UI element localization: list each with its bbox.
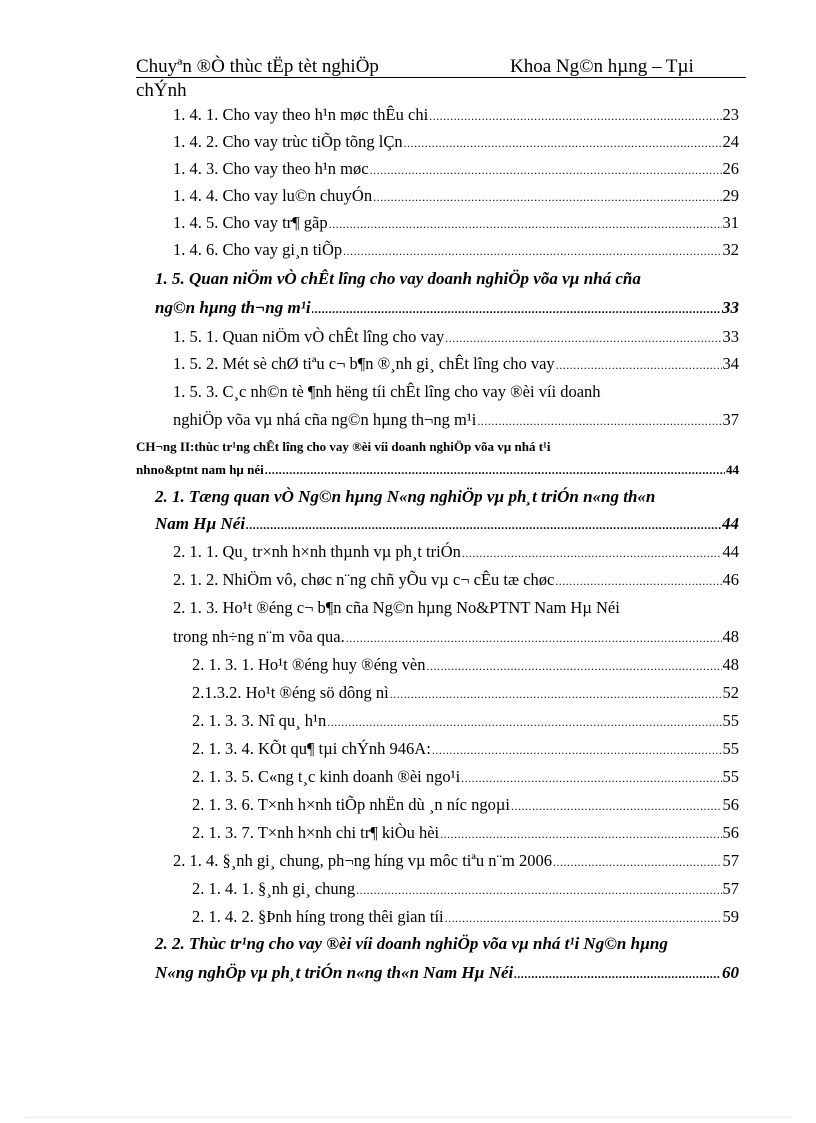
toc-entry: [173, 570, 739, 590]
toc-leader-dots: [427, 659, 722, 674]
toc-page-number: 44: [722, 514, 739, 533]
toc-page-number: 55: [722, 767, 739, 786]
toc-entry: [173, 159, 739, 179]
toc-page-number: 52: [722, 683, 739, 702]
toc-page-number: 23: [722, 105, 739, 124]
toc-leader-dots: [356, 883, 721, 898]
toc-leader-dots: [429, 109, 721, 124]
toc-entry-title: 2. 1. 3. 3. Nî qu¸ h¹n: [192, 711, 327, 730]
toc-entry: [173, 851, 739, 871]
toc-page-number: 34: [722, 354, 739, 373]
toc-leader-dots: [556, 358, 722, 373]
toc-entry: [192, 767, 739, 787]
toc-entry: [173, 410, 739, 430]
toc-entry-title: 2. 1. 3. 4. KÕt qu¶ tµi chÝnh 946A:: [192, 739, 431, 758]
toc-entry: [192, 879, 739, 899]
toc-leader-dots: [514, 967, 721, 982]
toc-page-number: 56: [722, 823, 739, 842]
toc-entry: [192, 795, 739, 815]
toc-page-number: 57: [722, 879, 739, 898]
toc-leader-dots: [246, 518, 721, 533]
toc-leader-dots: [329, 217, 722, 232]
toc-entry-title: ng©n hµng th¬ng m¹i: [155, 298, 311, 317]
toc-page-number: 31: [722, 213, 739, 232]
toc-page-number: 56: [722, 795, 739, 814]
toc-entry-title: 1. 5. 1. Quan niÖm vÒ chÊt lîng cho vay: [173, 327, 445, 346]
toc-leader-dots: [462, 546, 722, 561]
toc-heading: [155, 514, 739, 534]
toc-entry-title: Nam Hµ Néi: [155, 514, 246, 533]
toc-entry: [192, 683, 739, 703]
toc-entry-title: N«ng nghÖp vµ ph¸t triÓn n«ng th«n Nam Hµ Néi: [155, 963, 514, 982]
toc-page-number: 32: [722, 240, 739, 259]
toc-entry-title: 2. 1. 3. 6. T×nh h×nh tiÕp nhËn dù ¸n níc ngoµi: [192, 795, 510, 814]
toc-leader-dots: [346, 631, 722, 646]
header-department: Khoa Ng©n hµng – Tµi: [510, 56, 694, 77]
toc-leader-dots: [265, 463, 725, 478]
toc-leader-dots: [461, 771, 721, 786]
header-department-continued: chÝnh: [136, 80, 187, 101]
toc-entry: [173, 327, 739, 347]
toc-entry: [192, 655, 739, 675]
toc-leader-dots: [370, 163, 722, 178]
toc-entry-title: 2. 1. 4. 1. §¸nh gi¸ chung: [192, 879, 356, 898]
toc-chapter: [136, 462, 739, 478]
toc-entry-title: 1. 4. 1. Cho vay theo h¹n møc thÊu chi: [173, 105, 429, 124]
toc-page-number: 48: [722, 627, 739, 646]
toc-entry-title: 2. 1. 4. 2. §Þnh híng trong thêi gian tíi: [192, 907, 444, 926]
toc-leader-dots: [445, 331, 721, 346]
toc-entry-title: 2. 1. 1. Qu¸ tr×nh h×nh thµnh vµ ph¸t triÓn: [173, 542, 461, 561]
toc-page-number: 55: [722, 711, 739, 730]
toc-entry: [173, 105, 739, 125]
toc-page-number: 59: [722, 907, 739, 926]
toc-entry: [173, 354, 739, 374]
toc-entry-title: 2. 1. 4. §¸nh gi¸ chung, ph¬ng híng vµ môc tiªu n¨m 2006: [173, 851, 553, 870]
toc-heading: [155, 298, 739, 318]
toc-entry-title: 2. 1. 3. 1. Ho¹t ®éng huy ®éng vèn: [192, 655, 426, 674]
toc-entry-title: 1. 4. 5. Cho vay tr¶ gãp: [173, 213, 328, 232]
toc-entry: [173, 240, 739, 260]
toc-leader-dots: [440, 827, 721, 842]
toc-entry-line: 2. 1. 3. Ho¹t ®éng c¬ b¶n cña Ng©n hµng No&PTNT Nam Hµ Néi: [173, 598, 620, 617]
toc-entry-title: nghiÖp võa vµ nhá cña ng©n hµng th¬ng m¹i: [173, 410, 477, 429]
toc-entry-line: 1. 5. 3. C¸c nh©n tè ¶nh hëng tíi chÊt lîng cho vay ®èi víi doanh: [173, 382, 601, 401]
toc-entry-title: 2. 1. 3. 5. C«ng t¸c kinh doanh ®èi ngo¹i: [192, 767, 461, 786]
toc-leader-dots: [553, 855, 721, 870]
toc-page-number: 26: [722, 159, 739, 178]
toc-entry-title: trong nh÷ng n¨m võa qua.: [173, 627, 345, 646]
toc-entry-title: 1. 4. 6. Cho vay gi¸n tiÕp: [173, 240, 343, 259]
toc-page-number: 44: [722, 542, 739, 561]
toc-heading-line: 1. 5. Quan niÖm vÒ chÊt lîng cho vay doanh nghiÖp võa vµ nhá cña: [155, 269, 641, 288]
toc-entry: [192, 711, 739, 731]
toc-entry-title: nhno&ptnt nam hµ néi: [136, 462, 264, 477]
page-bottom-border: [24, 1117, 792, 1118]
toc-entry: [192, 907, 739, 927]
toc-chapter-line: CH¬ng II:thùc tr¹ng chÊt lîng cho vay ®èi víi doanh nghiÖp võa vµ nhá t¹i: [136, 439, 551, 454]
toc-page-number: 55: [722, 739, 739, 758]
toc-page-number: 48: [722, 655, 739, 674]
toc-entry: [192, 739, 739, 759]
toc-leader-dots: [432, 743, 722, 758]
toc-entry-title: 1. 4. 4. Cho vay lu©n chuyÓn: [173, 186, 373, 205]
toc-leader-dots: [373, 190, 721, 205]
toc-page-number: 24: [722, 132, 739, 151]
toc-entry: [192, 823, 739, 843]
toc-page-number: 57: [722, 851, 739, 870]
toc-leader-dots: [511, 799, 722, 814]
toc-entry-title: 2. 1. 2. NhiÖm vô, chøc n¨ng chñ yÕu vµ c¬ cÊu tæ chøc: [173, 570, 555, 589]
toc-entry: [173, 132, 739, 152]
toc-leader-dots: [445, 911, 722, 926]
toc-entry-title: 2.1.3.2. Ho¹t ®éng sö dông nì: [192, 683, 389, 702]
toc-entry: [173, 186, 739, 206]
toc-leader-dots: [343, 244, 721, 259]
toc-heading-line: 2. 2. Thùc tr¹ng cho vay ®èi víi doanh nghiÖp võa vµ nhá t¹i Ng©n hµng: [155, 934, 668, 953]
toc-leader-dots: [555, 574, 721, 589]
toc-entry-title: 2. 1. 3. 7. T×nh h×nh chi tr¶ kiÒu hèi: [192, 823, 440, 842]
toc-page-number: 29: [722, 186, 739, 205]
toc-entry: [173, 627, 739, 647]
toc-page-number: 37: [722, 410, 739, 429]
toc-entry: [173, 213, 739, 233]
toc-page-number: 33: [722, 327, 739, 346]
toc-heading-line: 2. 1. Tæng quan vÒ Ng©n hµng N«ng nghiÖp vµ ph¸t triÓn n«ng th«n: [155, 487, 656, 506]
toc-entry: [173, 542, 739, 562]
toc-leader-dots: [327, 715, 721, 730]
toc-page-number: 60: [722, 963, 739, 982]
toc-leader-dots: [312, 302, 721, 317]
toc-entry-title: 1. 4. 3. Cho vay theo h¹n møc: [173, 159, 369, 178]
toc-entry-title: 1. 5. 2. Mét sè chØ tiªu c¬ b¶n ®¸nh gi¸ chÊt lîng cho vay: [173, 354, 555, 373]
toc-page-number: 46: [722, 570, 739, 589]
toc-entry-title: 1. 4. 2. Cho vay trùc tiÕp tõng lÇn: [173, 132, 403, 151]
toc-heading: [155, 963, 739, 983]
header-document-title: Chuyªn ®Ò thùc tËp tèt nghiÖp: [136, 56, 379, 77]
toc-page-number: 44: [726, 462, 739, 477]
toc-leader-dots: [404, 136, 722, 151]
toc-leader-dots: [477, 414, 721, 429]
toc-page-number: 33: [722, 298, 739, 317]
toc-leader-dots: [390, 687, 722, 702]
